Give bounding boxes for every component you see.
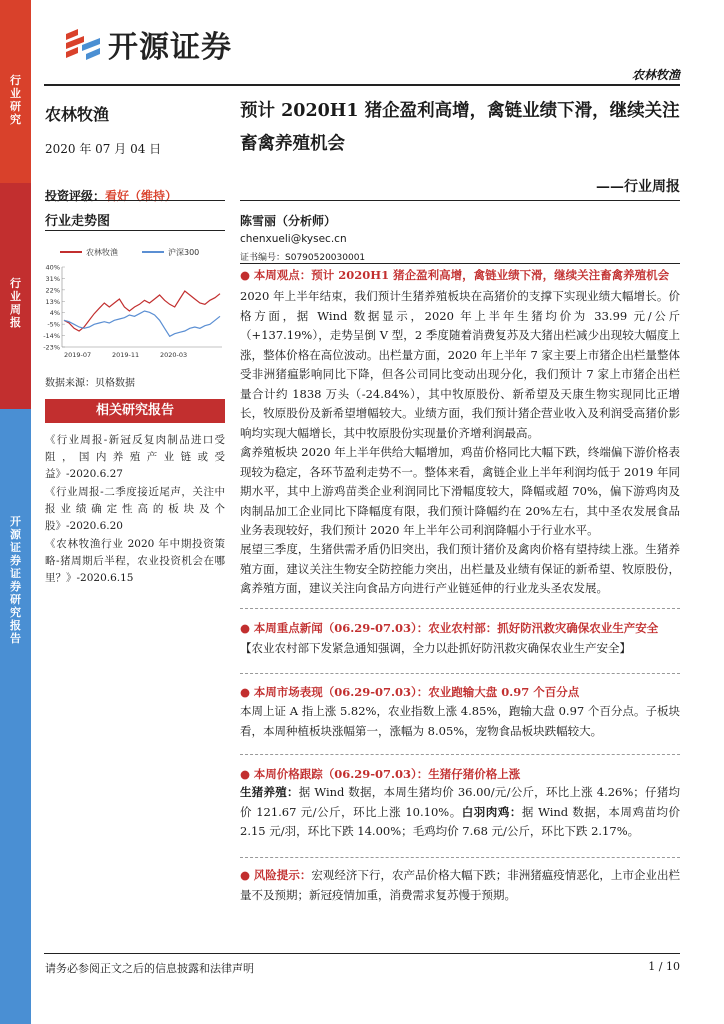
legend-label: 农林牧渔: [86, 248, 118, 257]
x-tick-label: 2019-11: [112, 351, 140, 359]
trend-title-divider: [45, 230, 225, 231]
bullet-icon: ●: [240, 268, 251, 282]
legend-label: 沪深300: [168, 248, 200, 257]
price-heading: [240, 765, 680, 785]
section-divider: [240, 608, 680, 609]
side-tab-industry-research: [0, 0, 31, 183]
related-report-item[interactable]: 《行业周报-新冠反复肉制品进口受阻，国内养殖产业链或受益》-2020.6.27: [45, 434, 225, 480]
market-text: 本周上证 A 指上涨 5.82%，农业指数上涨 4.85%，跑输大盘 0.97 个百分点。子板块看，本周种植板块涨幅第一，涨幅为 8.05%，宠物食品板块跌幅较大。: [240, 704, 680, 738]
core-view-para-1: 2020 年上半年结束，我们预计生猪养殖板块在高猪价的支撑下实现业绩大幅增长。价格方面，据 Wind 数据显示，2020 年上半年生猪均价为 33.99 元/公斤（+137.19%），走势呈倒 V 型，2 季度随着消费复苏及大猪出栏减少出现较大幅度上涨，整体价格在高位波动。出栏量方面，2020 年上半年 7 家主要上市猪企出栏量整体受非洲猪瘟影响同比下降，但各公司同比变动出现分化，我们预计 7 家上市猪企出栏量合计约 1838 万头（-24.84%），其中牧原股份、新希望及天康生物实现同比正增长，牧原股份及新希望增幅较大。业绩方面，我们预计猪企营业收入及利润受高猪价影响均实现大幅增长，其中牧原股份实现量价齐增利润最高。: [240, 289, 680, 440]
series-line: [64, 291, 220, 331]
bullet-icon: ●: [240, 767, 251, 781]
price-label: 本周价格跟踪（06.29-07.03）：生猪仔猪价格上涨: [253, 767, 521, 781]
price-chicken-text: 据 Wind 数据，本周鸡苗均价 2.15 元/羽，环比下跌 14.00%；毛鸡均价 7.68 元/公斤，环比下跌 2.17%。: [240, 804, 681, 838]
side-tab-kysec: [0, 409, 31, 1024]
chart-source: 数据来源：贝格数据: [45, 378, 135, 389]
left-divider: [45, 200, 225, 201]
rating-label: 投资评级：: [45, 189, 106, 203]
news-text: 【农业农村部下发紧急通知强调，全力以赴抓好防汛救灾确保农业生产安全】: [240, 641, 631, 655]
analyst-email[interactable]: chenxueli@kysec.cn: [240, 233, 347, 245]
investment-rating: [45, 187, 225, 204]
bullet-icon: ●: [240, 621, 251, 635]
report-subtitle: ——行业周报: [596, 179, 680, 195]
y-tick-label: 31%: [45, 274, 60, 283]
y-tick-label: -23%: [43, 343, 60, 352]
market-label: 本周市场表现（06.29-07.03）：农业跑输大盘 0.97 个百分点: [253, 685, 580, 699]
section-divider: [240, 754, 680, 755]
analyst-name: 陈雪丽（分析师）: [240, 214, 337, 228]
price-pig-label: 生猪养殖：: [240, 785, 299, 799]
related-reports-list: [45, 432, 225, 588]
related-reports-banner: 相关研究报告: [45, 399, 225, 423]
news-heading: [240, 619, 680, 639]
analyst-license: 证书编号：S0790520030001: [240, 253, 366, 263]
core-view-para-2: 禽养殖板块 2020 年上半年供给大幅增加，鸡苗价格同比大幅下跌，终端偏下游价格表现较为稳定，各环节盈利走势不一。整体来看，禽链企业上半年利润均低于 2019 年同期水平，其中上游鸡苗类企业利润同比下滑幅度较大，降幅或超 70%，偏下游鸡肉及肉制品加工企业同比下降幅度有限，我们预计降幅约在 20%左右，其中圣农发展食品业务表现较好，我们预计 2020 年上半年公司利润降幅小于行业水平。: [240, 445, 680, 537]
bullet-icon: ●: [240, 868, 251, 882]
side-tab-label: 行业周报: [10, 277, 21, 329]
brand-name: 开源证券: [108, 30, 232, 65]
price-chicken-label: 白羽肉鸡：: [461, 804, 522, 819]
footer-disclaimer[interactable]: 请务必参阅正文之后的信息披露和法律声明: [45, 962, 254, 975]
y-tick-label: -14%: [43, 332, 60, 341]
side-tab-label: 行业研究: [10, 74, 21, 126]
core-view-title: 预计 2020H1 猪企盈利高增，禽链业绩下滑，继续关注畜禽养殖机会: [311, 268, 670, 282]
bullet-icon: ●: [240, 685, 251, 699]
rating-value: 看好（维持）: [105, 189, 178, 203]
section-divider: [240, 857, 680, 858]
page-number: 1 / 10: [648, 960, 680, 973]
y-tick-label: 40%: [45, 263, 60, 272]
risk-block: [240, 866, 680, 905]
brand-logo: [64, 22, 232, 66]
related-report-item[interactable]: 《农林牧渔行业 2020 年中期投资策略-猪周期后半程，农业投资机会在哪里？》-2020.6.15: [45, 538, 225, 584]
related-report-item[interactable]: 《行业周报-二季度接近尾声，关注中报业绩确定性高的板块及个股》-2020.6.20: [45, 486, 225, 532]
report-date: 2020 年 07 月 04 日: [45, 142, 162, 156]
core-view-label: 本周观点：: [253, 268, 312, 282]
risk-label: 风险提示：: [253, 868, 312, 882]
risk-text: 宏观经济下行，农产品价格大幅下跌；非洲猪瘟疫情恶化，上市企业出栏量不及预期；新冠疫情加重，消费需求复苏慢于预期。: [240, 868, 681, 902]
x-tick-label: 2020-03: [160, 351, 188, 359]
price-text: [240, 783, 680, 842]
price-pig-text: 据 Wind 数据，本周生猪均价 36.00/元/公斤，环比上涨 4.26%；仔猪均价 121.67 元/公斤，环比上涨 10.10%。: [240, 785, 681, 819]
side-tab-label: 开源证券 证券研究报告: [10, 515, 21, 645]
x-tick-label: 2019-07: [64, 351, 92, 359]
industry-trend-chart: [40, 241, 226, 363]
analyst-divider: [240, 263, 680, 264]
header-divider: [44, 84, 680, 86]
news-label: 本周重点新闻（06.29-07.03）：农业农村部：抓好防汛救灾确保农业生产安全: [253, 621, 659, 635]
side-tab-weekly: [0, 183, 31, 409]
brand-logo-icon: [64, 26, 102, 62]
y-tick-label: 13%: [45, 297, 60, 306]
core-view-heading: [240, 266, 680, 286]
header-sector-tag: 农林牧渔: [631, 68, 680, 82]
left-column: [45, 96, 225, 204]
sector-name: 农林牧渔: [45, 105, 110, 124]
y-tick-label: 22%: [45, 286, 60, 295]
title-divider: [240, 200, 680, 201]
core-view-para-3: 展望三季度，生猪供需矛盾仍旧突出，我们预计猪价及禽肉价格有望持续上涨。生猪养殖方面，建议关注生物安全防控能力突出，出栏量及业绩有保证的新希望、牧原股份，禽养殖方面，建议关注向食品方向进行产业链延伸的行业龙头圣农发展。: [240, 542, 680, 595]
trend-chart-title: 行业走势图: [45, 214, 111, 229]
report-title: 预计 2020H1 猪企盈利高增，禽链业绩下滑，继续关注畜禽养殖机会: [240, 101, 680, 154]
market-heading: [240, 683, 680, 703]
y-tick-label: -5%: [47, 320, 60, 329]
footer-divider: [44, 953, 680, 954]
y-tick-label: 4%: [49, 309, 60, 318]
section-divider: [240, 673, 680, 674]
